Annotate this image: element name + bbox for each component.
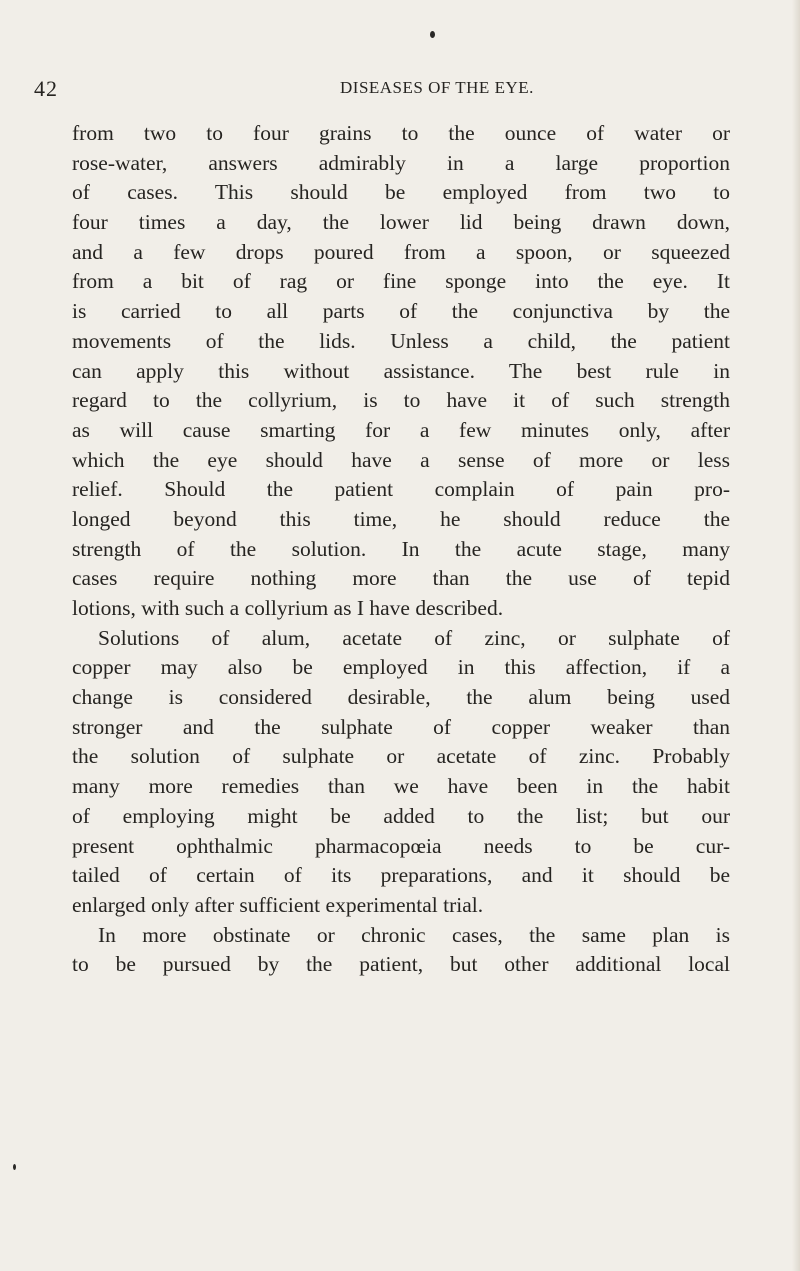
text-line: can apply this without assistance. The best rule in bbox=[72, 358, 730, 383]
page-number: 42 bbox=[34, 76, 58, 101]
text-line: stronger and the sulphate of copper weaker than bbox=[72, 714, 730, 739]
text-line: enlarged only after sufficient experimental trial. bbox=[72, 892, 484, 917]
text-line: of cases. This should be employed from two to bbox=[72, 180, 730, 205]
text-line: to be pursued by the patient, but other additional local bbox=[72, 952, 730, 977]
text-line: Solutions of alum, acetate of zinc, or sulphate of bbox=[98, 625, 730, 650]
text-line: In more obstinate or chronic cases, the same plan is bbox=[98, 922, 730, 947]
page-edge-shadow bbox=[792, 0, 800, 1271]
text-line: cases require nothing more than the use of tepid bbox=[72, 566, 730, 591]
text-line: lotions, with such a collyrium as I have described. bbox=[72, 596, 504, 620]
running-head: DISEASES OF THE EYE. bbox=[340, 78, 534, 97]
text-line: of employing might be added to the list; but our bbox=[72, 803, 730, 828]
ink-speck bbox=[13, 1164, 16, 1170]
text-line: strength of the solution. In the acute stage, many bbox=[72, 536, 730, 561]
text-line: regard to the collyrium, is to have it of such strength bbox=[72, 388, 730, 413]
text-line: which the eye should have a sense of more or less bbox=[72, 447, 730, 472]
text-line: the solution of sulphate or acetate of zinc. Probably bbox=[72, 744, 730, 769]
text-line: many more remedies than we have been in the habit bbox=[72, 774, 730, 799]
text-line: from two to four grains to the ounce of water or bbox=[72, 121, 730, 145]
text-line: is carried to all parts of the conjunctiva by the bbox=[72, 299, 730, 324]
text-line: rose-water, answers admirably in a large proportion bbox=[72, 150, 730, 175]
text-line: from a bit of rag or fine sponge into the eye. It bbox=[72, 269, 730, 294]
text-line: tailed of certain of its preparations, and it should be bbox=[72, 863, 730, 888]
text-line: present ophthalmic pharmacopœia needs to be cur- bbox=[72, 833, 730, 858]
text-line: and a few drops poured from a spoon, or squeezed bbox=[72, 239, 730, 264]
text-line: as will cause smarting for a few minutes only, after bbox=[72, 417, 730, 442]
text-line: relief. Should the patient complain of pain pro- bbox=[72, 477, 730, 502]
text-line: copper may also be employed in this affection, if a bbox=[72, 655, 730, 680]
text-line: four times a day, the lower lid being drawn down, bbox=[72, 210, 730, 235]
page-header bbox=[34, 76, 734, 106]
text-line: change is considered desirable, the alum being used bbox=[72, 685, 730, 710]
text-line: movements of the lids. Unless a child, the patient bbox=[72, 328, 730, 353]
ink-speck bbox=[430, 31, 435, 38]
body-text bbox=[72, 119, 730, 980]
text-line: longed beyond this time, he should reduce the bbox=[72, 506, 730, 531]
